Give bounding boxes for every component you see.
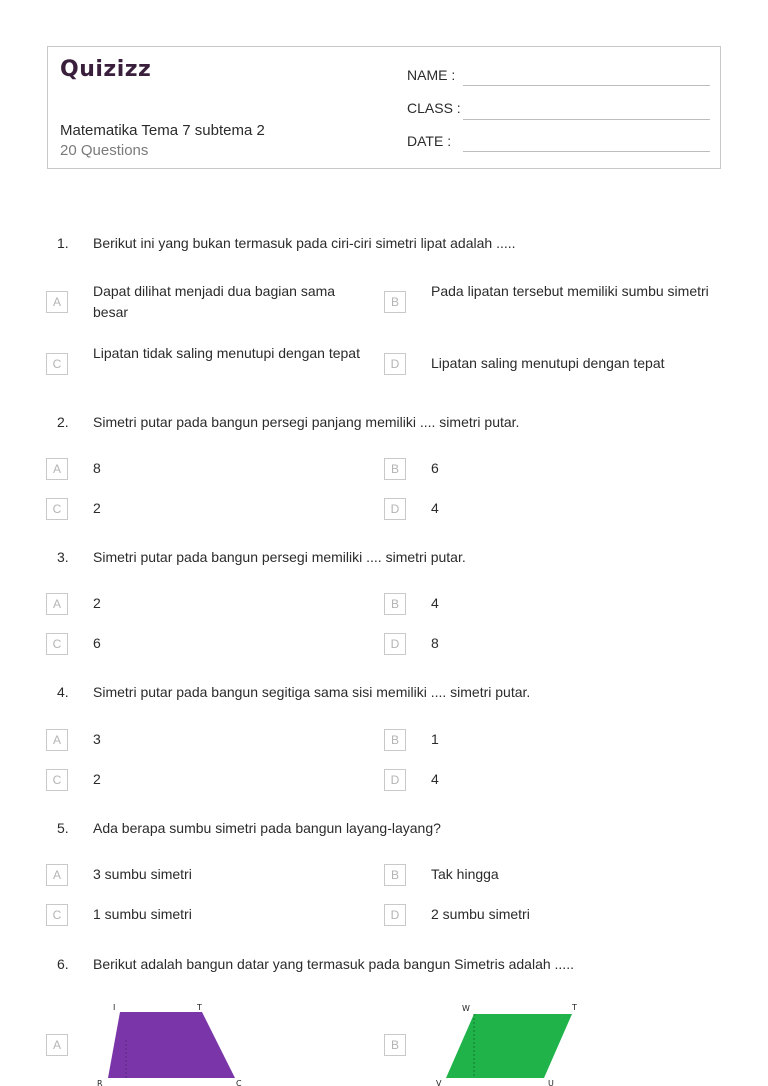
option-text: Lipatan saling menutupi dengan tepat	[431, 355, 665, 371]
option-text: 2	[93, 500, 101, 516]
parallelogram-shape	[446, 1014, 572, 1078]
question-number: 4.	[57, 684, 69, 700]
name-label: NAME :	[407, 67, 456, 83]
option-letter-a[interactable]: A	[46, 593, 68, 615]
question-text: Berikut adalah bangun datar yang termasuk pada bangun Simetris adalah .....	[93, 956, 574, 972]
class-line	[463, 119, 710, 120]
vertex-label-t: T	[572, 1003, 577, 1012]
option-text: 8	[93, 460, 101, 476]
option-text: 1	[431, 731, 439, 747]
option-text: 6	[431, 460, 439, 476]
date-label: DATE :	[407, 133, 452, 149]
option-letter-b[interactable]: B	[384, 291, 406, 313]
vertex-label-w: W	[462, 1004, 470, 1013]
option-letter-a[interactable]: A	[46, 729, 68, 751]
vertex-label-i: I	[113, 1003, 116, 1012]
worksheet-title: Matematika Tema 7 subtema 2	[60, 122, 265, 139]
question-number: 6.	[57, 956, 69, 972]
question-number: 3.	[57, 549, 69, 565]
date-line	[463, 151, 710, 152]
option-letter-c[interactable]: C	[46, 904, 68, 926]
option-letter-c[interactable]: C	[46, 353, 68, 375]
option-letter-b[interactable]: B	[384, 729, 406, 751]
option-letter-a[interactable]: A	[46, 458, 68, 480]
option-letter-d[interactable]: D	[384, 353, 406, 375]
option-text: 3	[93, 731, 101, 747]
option-letter-d[interactable]: D	[384, 904, 406, 926]
option-text: 2	[93, 771, 101, 787]
option-text: 4	[431, 595, 439, 611]
trapezoid-figure	[95, 1000, 255, 1086]
option-letter-b[interactable]: B	[384, 864, 406, 886]
question-text: Simetri putar pada bangun segitiga sama sisi memiliki .... simetri putar.	[93, 684, 531, 700]
option-letter-a[interactable]: A	[46, 864, 68, 886]
option-letter-b[interactable]: B	[384, 593, 406, 615]
option-letter-c[interactable]: C	[46, 498, 68, 520]
option-letter-a[interactable]: A	[46, 1034, 68, 1056]
option-letter-c[interactable]: C	[46, 633, 68, 655]
question-number: 1.	[57, 235, 69, 251]
question-text: Ada berapa sumbu simetri pada bangun layang-layang?	[93, 820, 441, 836]
parallelogram-figure	[430, 1000, 590, 1086]
option-text: Lipatan tidak saling menutupi dengan tepat	[93, 345, 360, 361]
option-text: 6	[93, 635, 101, 651]
question-number: 5.	[57, 820, 69, 836]
vertex-label-r: R	[97, 1079, 103, 1086]
vertex-label-t: T	[197, 1003, 202, 1012]
option-text: 3 sumbu simetri	[93, 866, 192, 882]
question-number: 2.	[57, 414, 69, 430]
worksheet-header	[47, 46, 721, 169]
option-text: 2	[93, 595, 101, 611]
option-text: Dapat dilihat menjadi dua bagian sama besar	[93, 283, 336, 320]
option-text: 8	[431, 635, 439, 651]
question-text: Simetri putar pada bangun persegi panjang memiliki .... simetri putar.	[93, 414, 520, 430]
option-letter-d[interactable]: D	[384, 633, 406, 655]
vertex-label-u: U	[548, 1079, 554, 1086]
option-text: Pada lipatan tersebut memiliki sumbu simetri	[431, 283, 709, 299]
trapezoid-shape	[108, 1012, 235, 1078]
option-text: 4	[431, 771, 439, 787]
option-letter-b[interactable]: B	[384, 458, 406, 480]
class-label: CLASS :	[407, 100, 461, 116]
option-letter-b[interactable]: B	[384, 1034, 406, 1056]
vertex-label-c: C	[236, 1079, 242, 1086]
option-text: Tak hingga	[431, 866, 499, 882]
option-text: 2 sumbu simetri	[431, 906, 530, 922]
quizizz-logo: Quizizz	[60, 57, 152, 82]
option-letter-a[interactable]: A	[46, 291, 68, 313]
option-text: 4	[431, 500, 439, 516]
option-text: 1 sumbu simetri	[93, 906, 192, 922]
question-text: Berikut ini yang bukan termasuk pada ciri-ciri simetri lipat adalah .....	[93, 235, 516, 251]
option-letter-d[interactable]: D	[384, 769, 406, 791]
question-count: 20 Questions	[60, 142, 149, 159]
name-line	[463, 85, 710, 86]
option-letter-c[interactable]: C	[46, 769, 68, 791]
option-letter-d[interactable]: D	[384, 498, 406, 520]
vertex-label-v: V	[436, 1079, 442, 1086]
question-text: Simetri putar pada bangun persegi memiliki .... simetri putar.	[93, 549, 466, 565]
